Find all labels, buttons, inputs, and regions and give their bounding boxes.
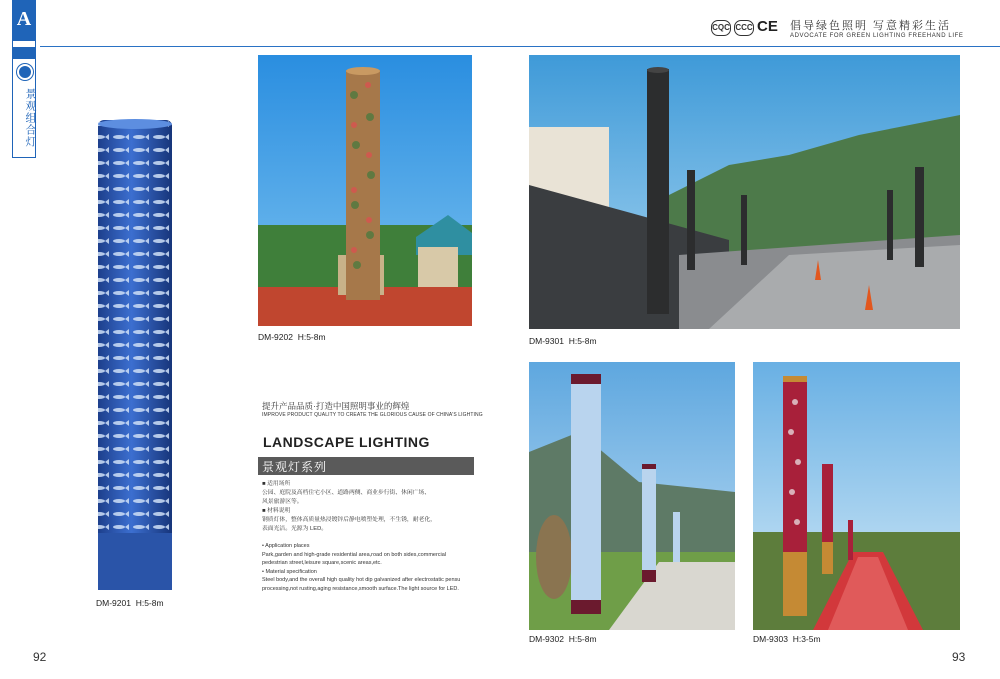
blue-fish-column-icon	[90, 118, 180, 596]
spec-cn-heading-2: ■ 材料说明	[262, 508, 291, 514]
spec-en-block	[262, 542, 477, 593]
koi-column-street-icon	[529, 55, 960, 329]
tagline-cn: 提升产品品质·打造中国照明事业的辉煌	[262, 401, 410, 411]
slogan-cn: 倡导绿色照明 写意精彩生活	[790, 20, 952, 32]
diamond-column-park-icon	[529, 362, 735, 630]
floral-column-icon	[258, 55, 472, 326]
photo-dm9202	[258, 55, 472, 326]
section-title-en: LANDSCAPE LIGHTING	[263, 434, 430, 450]
section-title-cn: 景观灯系列	[262, 460, 328, 474]
photo-dm9201	[90, 118, 180, 596]
spec-en-heading-1: • Application places	[262, 543, 310, 549]
section-title-rule	[258, 474, 474, 475]
caption-dm9202: DM-9202 H:5-8m	[258, 332, 326, 342]
ce-cert-icon: CE	[757, 18, 778, 35]
caption-dm9303: DM-9303 H:3-5m	[753, 634, 821, 644]
spec-cn-text-2b: 表面光洁。光源为 LED。	[262, 526, 328, 532]
caption-dm9301: DM-9301 H:5-8m	[529, 336, 597, 346]
spec-cn-text-1a: 公园、庭院及高档住宅小区、道路两侧、商业步行街、休闲广场、	[262, 490, 431, 496]
spec-en-text-2b: processing,not rusting,aging resistance,smooth surface.The light source for LED.	[262, 585, 459, 592]
photo-dm9301	[529, 55, 960, 329]
section-tab-letter: A	[12, 0, 36, 40]
spec-cn-heading-1: ■ 适用场所	[262, 481, 291, 487]
spec-en-text-1b: pedestrian street,leisure square,scenic areas,etc.	[262, 560, 382, 566]
tagline-en: IMPROVE PRODUCT QUALITY TO CREATE THE GLORIOUS CAUSE OF CHINA'S LIGHTING	[262, 412, 483, 418]
caption-dm9302: DM-9302 H:5-8m	[529, 634, 597, 644]
tab-dot-icon	[17, 64, 33, 80]
dragon-column-path-icon	[753, 362, 960, 630]
spec-cn-text-2a: 钢质灯体，整体高质量热浸镀锌后静电喷塑处理，不生锈，耐老化，	[262, 517, 436, 523]
spec-cn-text-1b: 风景旅游区等。	[262, 499, 303, 505]
caption-dm9201: DM-9201 H:5-8m	[96, 598, 164, 608]
spec-en-heading-2: • Material specification	[262, 568, 317, 575]
spec-cn-block	[262, 480, 477, 534]
photo-dm9302	[529, 362, 735, 630]
spec-en-text-2a: Steel body,and the overall high quality hot dip galvanized after electrostatic pensu	[262, 577, 461, 583]
ccc-cert-icon: CCC	[734, 20, 754, 36]
cqc-cert-icon: CQC	[711, 20, 731, 36]
photo-dm9303	[753, 362, 960, 630]
header-rule	[40, 46, 1000, 47]
tab-stripe	[12, 47, 36, 59]
spec-en-text-1a: Park,garden and high-grade residential area,road on both sides,commercial	[262, 551, 447, 558]
section-tab-label: 景观组合灯	[24, 88, 36, 148]
page-number-right: 93	[952, 650, 966, 664]
slogan-en: ADVOCATE FOR GREEN LIGHTING FREEHAND LIFE	[790, 33, 964, 39]
page-number-left: 92	[33, 650, 47, 664]
